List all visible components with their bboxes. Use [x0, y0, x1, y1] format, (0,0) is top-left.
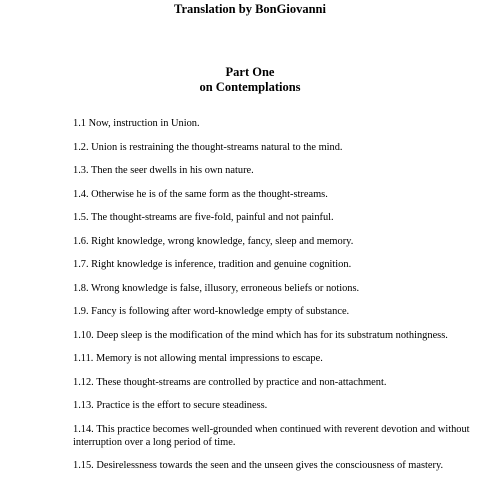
sutra-1-5: 1.5. The thought-streams are five-fold, painful and not painful. [73, 212, 334, 223]
sutra-1-2: 1.2. Union is restraining the thought-streams natural to the mind. [73, 141, 343, 153]
sutra-1-11: 1.11. Memory is not allowing mental impressions to escape. [73, 353, 323, 364]
sutra-1-8: 1.8. Wrong knowledge is false, illusory, erroneous beliefs or notions. [73, 282, 360, 294]
sutra-1-7: 1.7. Right knowledge is inference, tradition and genuine cognition. [73, 259, 352, 270]
sutra-1-3: 1.3. Then the seer dwells in his own nature. [73, 165, 254, 176]
part-title: Part One [225, 65, 275, 79]
sutra-1-14: 1.14. This practice becomes well-grounded when continued with reverent devotion and without interruption over a long period of time. [73, 423, 470, 448]
part-heading [0, 65, 500, 95]
sutra-1-15: 1.15. Desirelessness towards the seen and the unseen gives the consciousness of mastery. [73, 460, 444, 471]
sutra-list [73, 117, 473, 483]
translation-credit: Translation by BonGiovanni [174, 2, 326, 16]
sutra-1-12: 1.12. These thought-streams are controlled by practice and non-attachment. [73, 376, 387, 388]
sutra-1-10: 1.10. Deep sleep is the modification of the mind which has for its substratum nothingness. [73, 329, 448, 341]
sutra-1-13: 1.13. Practice is the effort to secure steadiness. [73, 400, 268, 411]
sutra-1-9: 1.9. Fancy is following after word-knowledge empty of substance. [73, 306, 350, 317]
sutra-1-4: 1.4. Otherwise he is of the same form as the thought-streams. [73, 188, 328, 200]
sutra-1-6: 1.6. Right knowledge, wrong knowledge, fancy, sleep and memory. [73, 235, 354, 247]
sutra-1-1: 1.1 Now, instruction in Union. [73, 118, 200, 129]
part-subtitle: on Contemplations [199, 80, 301, 94]
